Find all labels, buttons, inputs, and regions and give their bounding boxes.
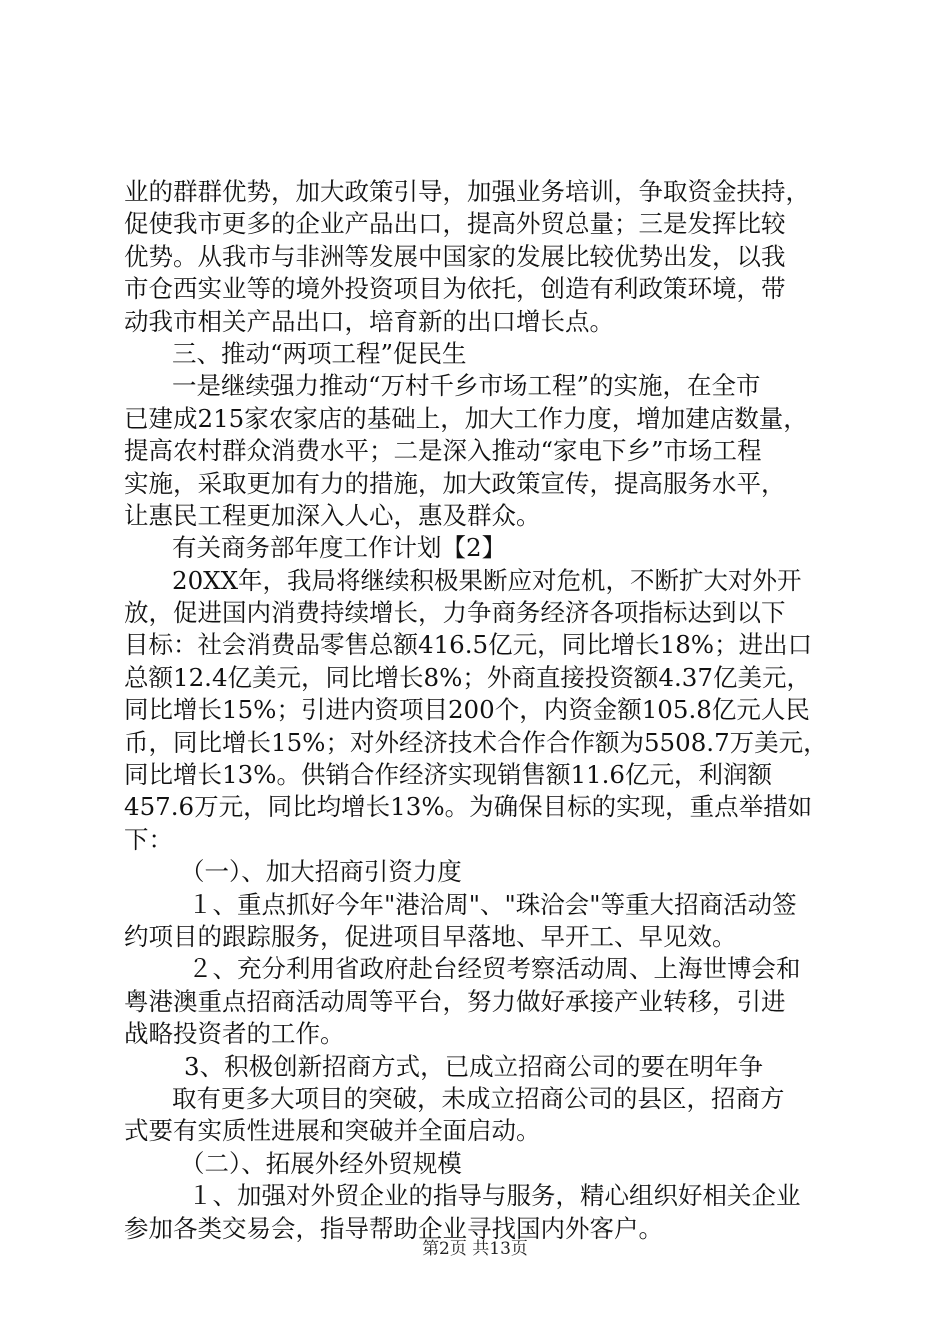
section-heading: （一）、加大招商引资力度 xyxy=(180,857,462,887)
body-line: 目标：社会消费品零售总额416.5亿元，同比增长18%；进出口 xyxy=(124,630,813,660)
list-item: １、重点抓好今年"港洽周"、"珠洽会"等重大招商活动签 xyxy=(188,889,797,919)
body-line: 币，同比增长15%；对外经济技术合作合作额为5508.7万美元， xyxy=(124,727,828,757)
section-heading: （二）、拓展外经外贸规模 xyxy=(180,1148,462,1178)
body-line: 优势。从我市与非洲等发展中国家的发展比较优势出发，以我 xyxy=(124,241,786,271)
body-line: 战略投资者的工作。 xyxy=(124,1019,345,1049)
body-line: 总额12.4亿美元，同比增长8%；外商直接投资额4.37亿美元， xyxy=(124,662,811,692)
body-line: 业的群群优势，加大政策引导，加强业务培训，争取资金扶持， xyxy=(124,177,810,206)
page-number-footer: 第2页 共13页 xyxy=(422,1239,528,1259)
list-item: １、加强对外贸企业的指导与服务，精心组织好相关企业 xyxy=(188,1181,801,1211)
body-line: 参加各类交易会，指导帮助企业寻找国内外客户。 xyxy=(124,1213,663,1243)
body-line: 粤港澳重点招商活动周等平台，努力做好承接产业转移，引进 xyxy=(124,986,786,1016)
body-line: 促使我市更多的企业产品出口，提高外贸总量；三是发挥比较 xyxy=(124,209,786,239)
body-line: 式要有实质性进展和突破并全面启动。 xyxy=(124,1116,541,1146)
paragraph-start: 一是继续强力推动“万村千乡市场工程”的实施，在全市 xyxy=(172,371,761,401)
paragraph-start: 20XX年，我局将继续积极果断应对危机，不断扩大对外开 xyxy=(172,565,802,595)
section-heading: 三、推动“两项工程”促民生 xyxy=(172,338,467,368)
body-line: 市仓西实业等的境外投资项目为依托，创造有利政策环境，带 xyxy=(124,274,786,304)
body-line: 同比增长15%；引进内资项目200个，内资金额105.8亿元人民 xyxy=(124,695,810,725)
list-item: ２、充分利用省政府赴台经贸考察活动周、上海世博会和 xyxy=(188,954,801,984)
body-line: 已建成215家农家店的基础上，加大工作力度，增加建店数量， xyxy=(124,403,808,433)
document-body xyxy=(124,176,836,1245)
body-line: 同比增长13%。供销合作经济实现销售额11.6亿元，利润额 xyxy=(124,760,773,790)
body-line: 下： xyxy=(124,824,173,854)
body-line: 提高农村群众消费水平；二是深入推动“家电下乡”市场工程 xyxy=(124,436,762,466)
body-line: 457.6万元，同比均增长13%。为确保目标的实现，重点举措如 xyxy=(124,792,813,822)
body-line: 动我市相关产品出口，培育新的出口增长点。 xyxy=(124,306,614,336)
list-item: 3、积极创新招商方式，已成立招商公司的要在明年争 xyxy=(184,1051,764,1081)
body-line: 约项目的跟踪服务，促进项目早落地、早开工、早见效。 xyxy=(124,921,737,951)
body-line: 取有更多大项目的突破，未成立招商公司的县区，招商方 xyxy=(172,1083,785,1113)
body-line: 让惠民工程更加深入人心，惠及群众。 xyxy=(124,500,541,530)
body-line: 放，促进国内消费持续增长，力争商务经济各项指标达到以下 xyxy=(124,598,786,628)
document-subtitle: 有关商务部年度工作计划【2】 xyxy=(172,533,507,563)
body-line: 实施，采取更加有力的措施，加大政策宣传，提高服务水平， xyxy=(124,468,786,498)
